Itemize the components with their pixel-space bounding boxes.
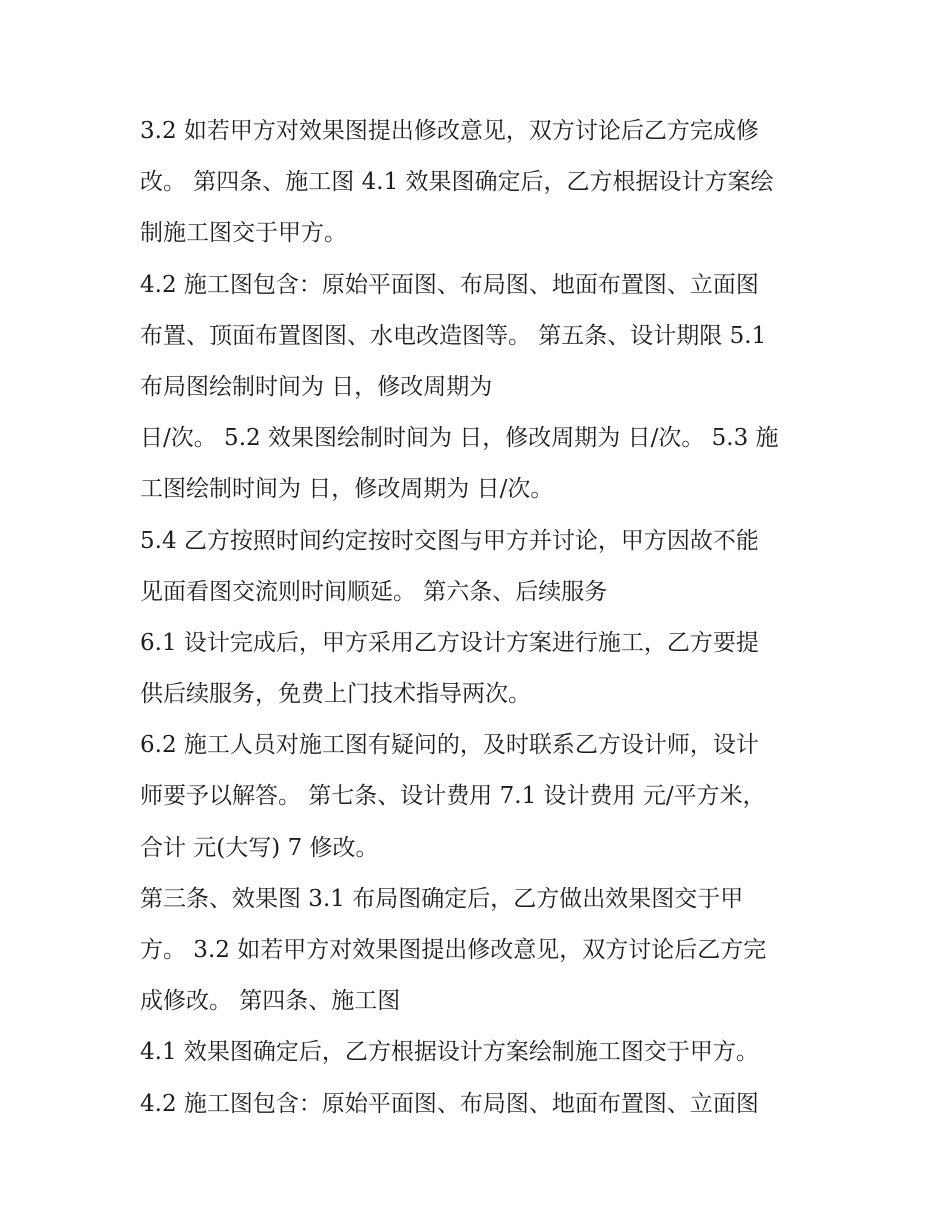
text-line: 制施工图交于甲方。 — [140, 220, 347, 247]
text-line: 5.4 乙方按照时间约定按时交图与甲方并讨论，甲方因故不能 — [140, 527, 759, 554]
text-line: 成修改。 第四条、施工图 — [140, 988, 401, 1015]
text-line: 4.2 施工图包含：原始平面图、布局图、地面布置图、立面图 — [140, 1090, 759, 1117]
text-line: 6.1 设计完成后，甲方采用乙方设计方案进行施工，乙方要提 — [140, 629, 759, 656]
text-line: 工图绘制时间为 日，修改周期为 日/次。 — [140, 476, 554, 503]
text-line: 方。 3.2 如若甲方对效果图提出修改意见，双方讨论后乙方完 — [140, 937, 767, 963]
text-line: 日/次。 5.2 效果图绘制时间为 日，修改周期为 日/次。 5.3 施 — [140, 425, 779, 452]
text-line: 3.2 如若甲方对效果图提出修改意见，双方讨论后乙方完成修 — [140, 118, 759, 144]
text-line: 6.2 施工人员对施工图有疑问的，及时联系乙方设计师，设计 — [140, 732, 759, 759]
text-line: 4.2 施工图包含：原始平面图、布局图、地面布置图、立面图 — [140, 271, 759, 298]
text-line: 改。 第四条、施工图 4.1 效果图确定后，乙方根据设计方案绘 — [140, 169, 774, 196]
document-body — [140, 106, 820, 1130]
text-line: 供后续服务，免费上门技术指导两次。 — [140, 681, 531, 708]
text-line: 布局图绘制时间为 日，修改周期为 — [140, 373, 493, 400]
text-line: 布置、顶面布置图图、水电改造图等。 第五条、设计期限 5.1 — [140, 322, 767, 349]
text-line: 第三条、效果图 3.1 布局图确定后，乙方做出效果图交于甲 — [140, 885, 744, 912]
text-line: 见面看图交流则时间顺延。 第六条、后续服务 — [140, 578, 608, 605]
text-line: 合计 元(大写) 7 修改。 — [140, 834, 379, 861]
text-line: 师要予以解答。 第七条、设计费用 7.1 设计费用 元/平方米， — [140, 783, 766, 810]
text-line: 4.1 效果图确定后，乙方根据设计方案绘制施工图交于甲方。 — [140, 1039, 759, 1066]
